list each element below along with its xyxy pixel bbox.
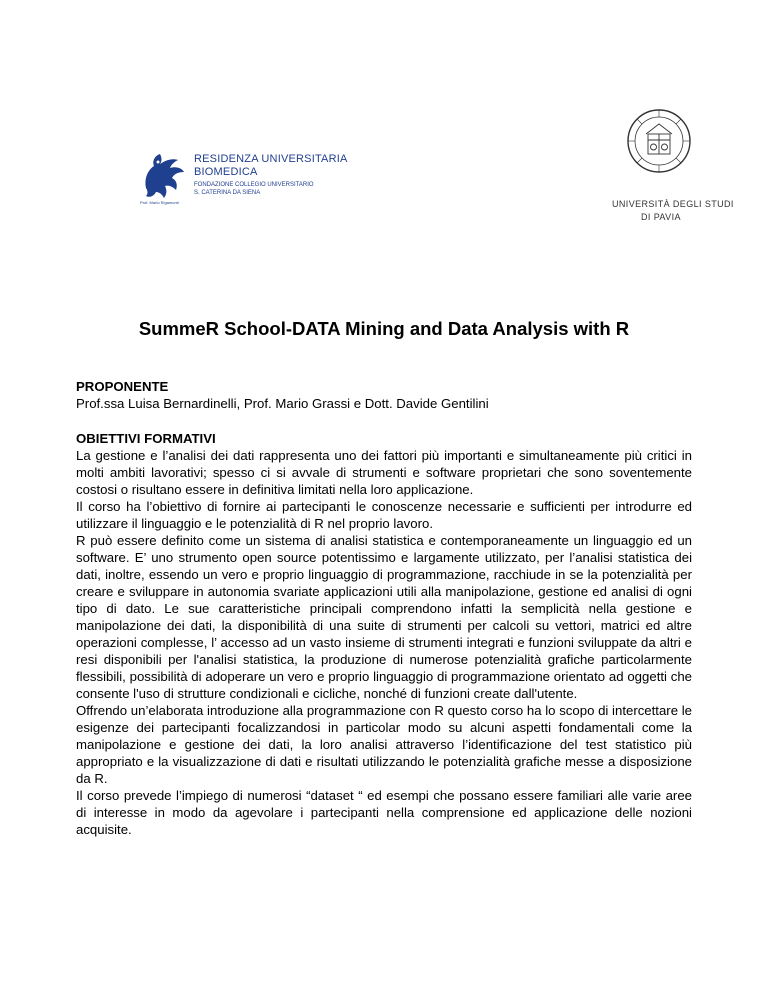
logo-brand-line2: BIOMEDICA	[194, 166, 258, 178]
university-name-line2: DI PAVIA	[641, 212, 681, 222]
document-title: SummeR School-DATA Mining and Data Analysis with R	[138, 318, 630, 339]
unipv-logo	[612, 108, 734, 228]
university-name-line1: UNIVERSITÀ DEGLI STUDI	[612, 199, 734, 209]
obiettivi-section	[76, 430, 692, 838]
obiettivi-paragraph-5: Il corso prevede l’impiego di numerosi “dataset “ ed esempi che possano essere familiari alle varie aree di interesse in modo da agevolare i partecipanti nella comprensione ed applicazione delle nozioni acquisite.	[76, 788, 692, 837]
logo-brand-sub1: FONDAZIONE COLLEGIO UNIVERSITARIO	[194, 182, 314, 188]
logo-brand-sub2: S. CATERINA DA SIENA	[194, 190, 261, 196]
university-seal-icon	[626, 108, 692, 174]
logo-caption: Prof. Mario Rigamonti	[140, 200, 179, 205]
obiettivi-heading: OBIETTIVI FORMATIVI	[76, 431, 216, 446]
obiettivi-paragraph-3: R può essere definito come un sistema di analisi statistica e contemporaneamente un linguaggio ed un software. E’ uno strumento open source potentissimo e largamente utilizzato, per l’analisi statistica dei dati, inoltre, essendo un vero e proprio linguaggio di programmazione, racchiude in se la potenzialità per creare e sviluppare in autonomia svariate applicazioni utili alla manipolazione, gestione ed analisi di ogni tipo di dato. Le sue caratteristiche principali comprendono infatti la semplicità nella gestione e manipolazione dei dati, la disponibilità di una suite di strumenti per calcoli su vettori, matrici ed altre operazioni complesse, l’ accesso ad un vasto insieme di strumenti integrati e funzioni sviluppate da altri e resi disponibili per l'analisi statistica, la produzione di numerose potenzialità grafiche particolarmente flessibili, possibilità di adoperare un vero e proprio linguaggio di programmazione orientato ad oggetti che consente l'uso di strutture condizionali e cicliche, nonché di funzioni create dall'utente.	[76, 533, 692, 701]
proponente-text: Prof.ssa Luisa Bernardinelli, Prof. Mario Grassi e Dott. Davide Gentilini	[76, 396, 489, 411]
obiettivi-paragraph-4: Offrendo un’elaborata introduzione alla programmazione con R questo corso ha lo scopo di intercettare le esigenze dei partecipanti focalizzandosi in particolar modo su alcuni aspetti fondamentali come la manipolazione e gestione dei dati, la loro analisi attraverso l’identificazione del test statistico più appropriato e la visualizzazione di dati e risultati utilizzando le potenzialità grafiche messe a disposizione da R.	[76, 703, 692, 786]
obiettivi-body	[76, 447, 692, 838]
logo-brand-line1: RESIDENZA UNIVERSITARIA	[194, 153, 348, 165]
obiettivi-paragraph-2: Il corso ha l’obiettivo di fornire ai partecipanti le conoscenze necessarie e sufficienti per introdurre ed utilizzare il linguaggio e le potenzialità di R nel proprio lavoro.	[76, 499, 692, 531]
proponente-section	[76, 378, 692, 412]
residenza-logo	[140, 148, 350, 210]
obiettivi-paragraph-1: La gestione e l’analisi dei dati rappresenta uno dei fattori più importanti e simultaneamente più critici in molti ambiti lavorativi; spesso ci si avvale di strumenti e software proprietari che sono soventemente costosi o risultano essere in definitiva limitati nella loro applicazione.	[76, 448, 692, 497]
proponente-heading: PROPONENTE	[76, 379, 169, 394]
